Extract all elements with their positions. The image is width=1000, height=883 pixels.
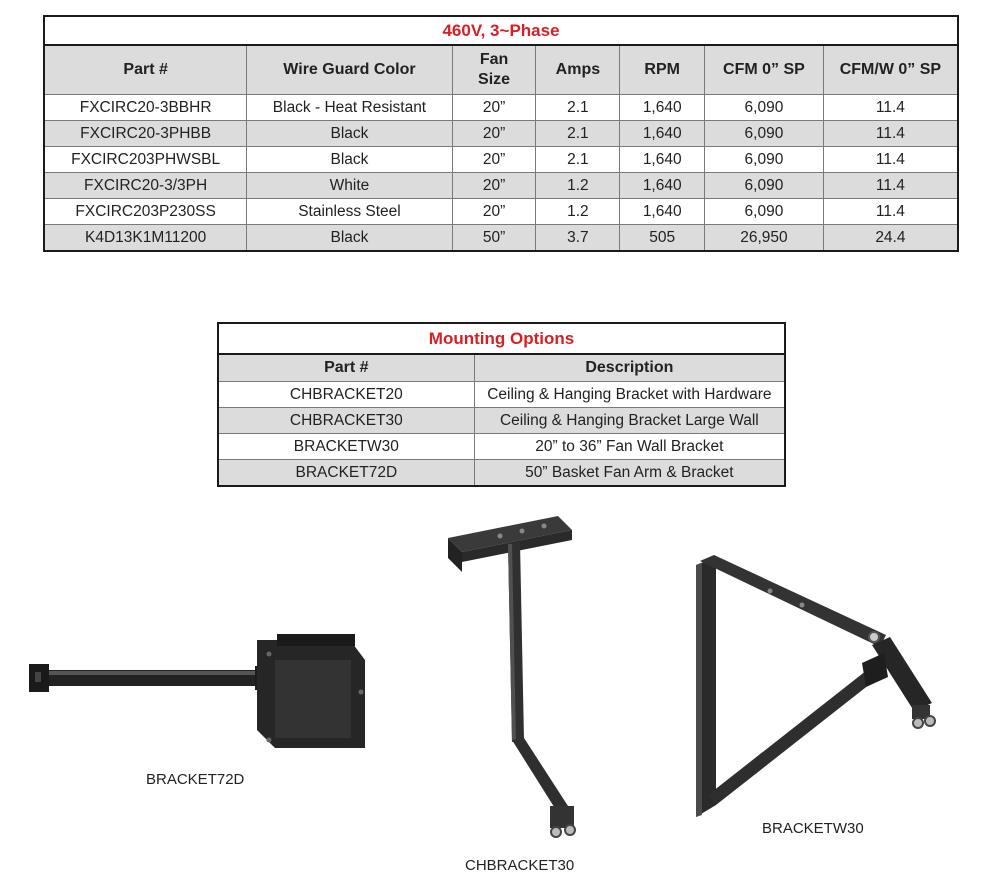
cell-wire-guard-color: Black: [247, 147, 452, 173]
cell-cfm: 6,090: [705, 173, 824, 199]
cell-amps: 1.2: [536, 173, 620, 199]
cell-cfm: 6,090: [705, 147, 824, 173]
cell-cfm-per-watt: 11.4: [823, 199, 958, 225]
cell-description: Ceiling & Hanging Bracket Large Wall: [474, 408, 785, 434]
mounting-options-table: [217, 322, 786, 487]
mounting-table-title: Mounting Options: [218, 323, 785, 354]
header-fan-size-text: Fan Size: [478, 51, 511, 88]
cell-cfm-per-watt: 11.4: [823, 121, 958, 147]
cell-fan-size: 50”: [452, 225, 536, 252]
fan-table-header-row: [44, 45, 958, 95]
table-row: [44, 173, 958, 199]
header-fan-size: [452, 45, 536, 95]
cell-part-number: CHBRACKET20: [218, 382, 474, 408]
cell-part-number: FXCIRC20-3PHBB: [44, 121, 247, 147]
cell-amps: 1.2: [536, 199, 620, 225]
chbracket30-image: [440, 510, 590, 850]
cell-part-number: K4D13K1M11200: [44, 225, 247, 252]
table-row: [44, 121, 958, 147]
cell-rpm: 1,640: [620, 199, 705, 225]
table-row: [218, 382, 785, 408]
cell-wire-guard-color: White: [247, 173, 452, 199]
cell-fan-size: 20”: [452, 199, 536, 225]
header-wire-guard-color: Wire Guard Color: [247, 45, 452, 95]
cell-fan-size: 20”: [452, 121, 536, 147]
cell-part-number: BRACKETW30: [218, 434, 474, 460]
cell-cfm: 6,090: [705, 121, 824, 147]
table-row: [44, 147, 958, 173]
mounting-table-header-row: [218, 354, 785, 382]
cell-rpm: 1,640: [620, 147, 705, 173]
cell-amps: 2.1: [536, 95, 620, 121]
header-rpm: RPM: [620, 45, 705, 95]
header-part-number: Part #: [44, 45, 247, 95]
fan-table-title-row: [44, 16, 958, 45]
cell-rpm: 505: [620, 225, 705, 252]
cell-wire-guard-color: Black: [247, 121, 452, 147]
header-part-number: Part #: [218, 354, 474, 382]
cell-part-number: FXCIRC203P230SS: [44, 199, 247, 225]
cell-cfm-per-watt: 11.4: [823, 95, 958, 121]
cell-fan-size: 20”: [452, 173, 536, 199]
table-row: [44, 95, 958, 121]
table-row: [218, 460, 785, 487]
cell-rpm: 1,640: [620, 121, 705, 147]
cell-cfm-per-watt: 24.4: [823, 225, 958, 252]
bracket72d-caption: BRACKET72D: [146, 771, 245, 788]
fan-table-title: 460V, 3~Phase: [44, 16, 958, 45]
cell-cfm: 6,090: [705, 95, 824, 121]
cell-cfm: 26,950: [705, 225, 824, 252]
mounting-table-title-row: [218, 323, 785, 354]
table-row: [44, 199, 958, 225]
cell-part-number: FXCIRC20-3BBHR: [44, 95, 247, 121]
cell-part-number: FXCIRC203PHWSBL: [44, 147, 247, 173]
cell-rpm: 1,640: [620, 95, 705, 121]
table-row: [44, 225, 958, 252]
cell-wire-guard-color: Stainless Steel: [247, 199, 452, 225]
header-cfm-per-watt: CFM/W 0” SP: [823, 45, 958, 95]
cell-fan-size: 20”: [452, 95, 536, 121]
bracketw30-image: [690, 555, 950, 825]
cell-amps: 2.1: [536, 147, 620, 173]
fan-spec-table: [43, 15, 959, 252]
cell-part-number: FXCIRC20-3/3PH: [44, 173, 247, 199]
cell-cfm-per-watt: 11.4: [823, 173, 958, 199]
header-description: Description: [474, 354, 785, 382]
cell-cfm: 6,090: [705, 199, 824, 225]
cell-description: Ceiling & Hanging Bracket with Hardware: [474, 382, 785, 408]
bracketw30-caption: BRACKETW30: [762, 820, 864, 837]
cell-part-number: CHBRACKET30: [218, 408, 474, 434]
cell-wire-guard-color: Black: [247, 225, 452, 252]
cell-fan-size: 20”: [452, 147, 536, 173]
header-cfm: CFM 0” SP: [705, 45, 824, 95]
header-amps: Amps: [536, 45, 620, 95]
bracket72d-image: [25, 630, 370, 760]
cell-cfm-per-watt: 11.4: [823, 147, 958, 173]
cell-part-number: BRACKET72D: [218, 460, 474, 487]
cell-amps: 3.7: [536, 225, 620, 252]
cell-description: 50” Basket Fan Arm & Bracket: [474, 460, 785, 487]
table-row: [218, 434, 785, 460]
cell-rpm: 1,640: [620, 173, 705, 199]
chbracket30-caption: CHBRACKET30: [465, 857, 575, 874]
table-row: [218, 408, 785, 434]
cell-amps: 2.1: [536, 121, 620, 147]
cell-wire-guard-color: Black - Heat Resistant: [247, 95, 452, 121]
cell-description: 20” to 36” Fan Wall Bracket: [474, 434, 785, 460]
